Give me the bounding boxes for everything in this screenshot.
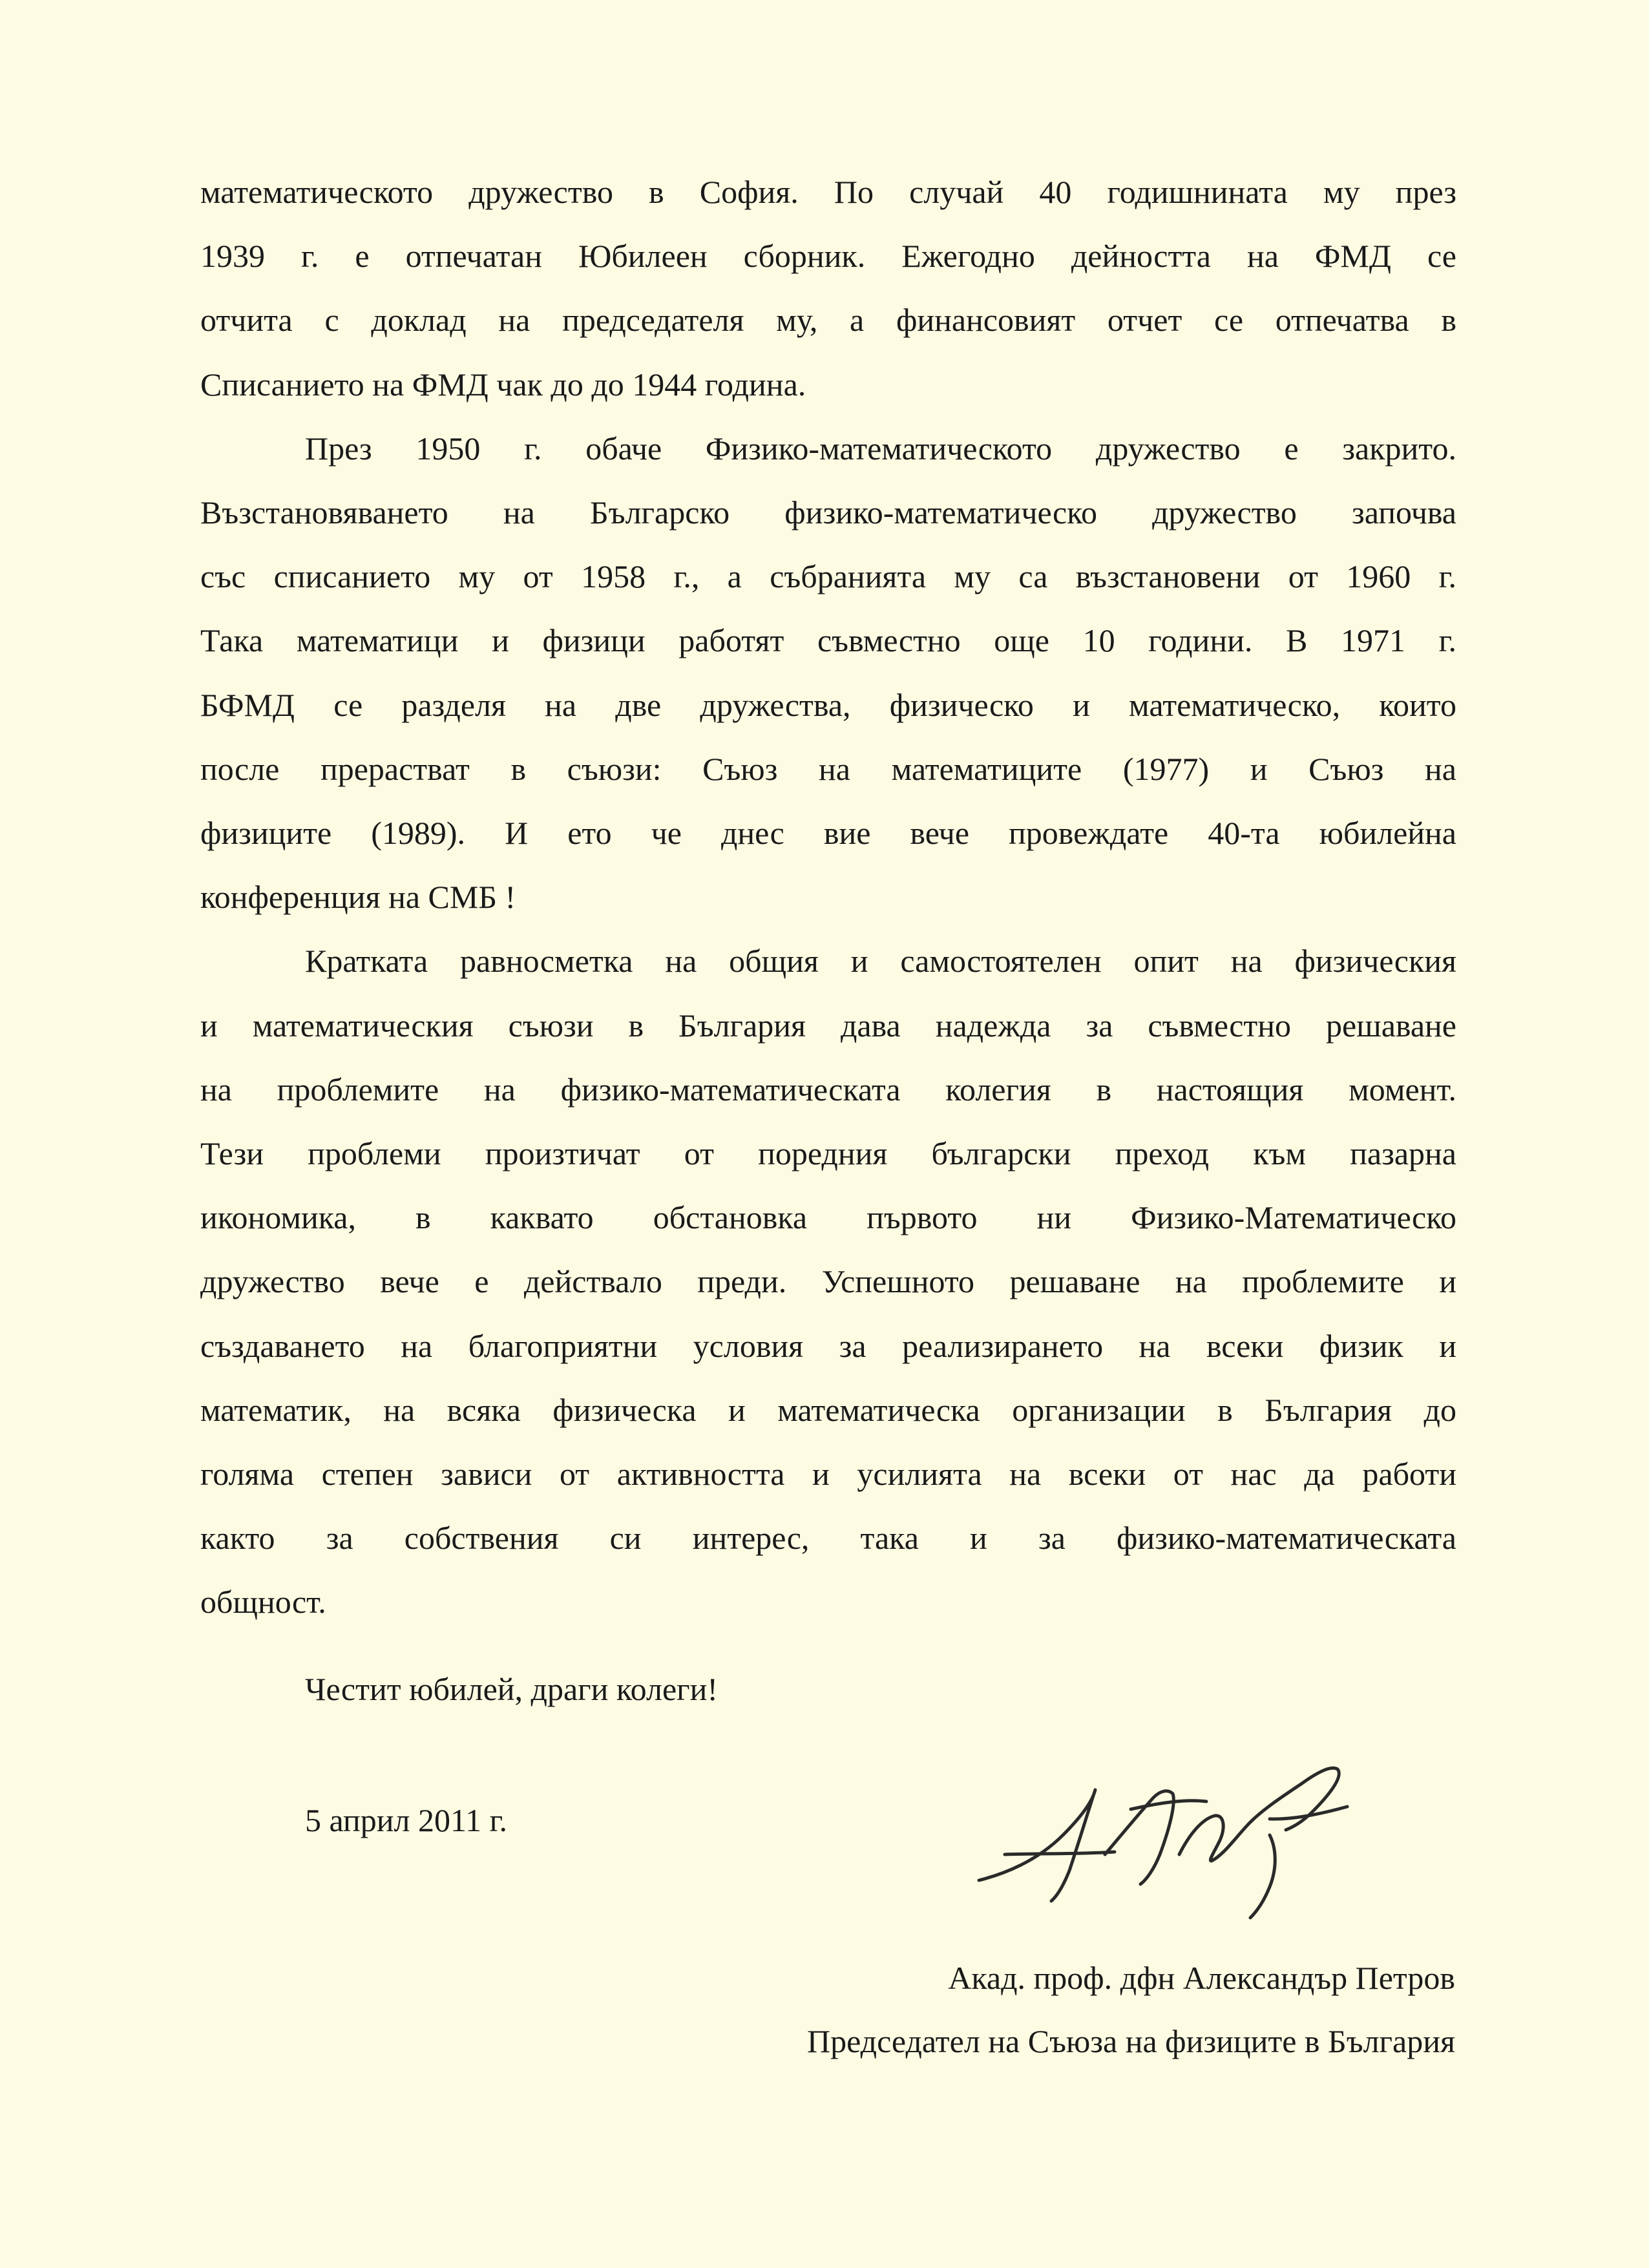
paragraph-1 bbox=[200, 160, 1456, 417]
letter-date: 5 април 2011 г. bbox=[305, 1802, 508, 1838]
paragraph-2 bbox=[200, 417, 1456, 930]
text-line: физиците (1989). И ето че днес вие вече провеждате 40-та юбилейна bbox=[200, 815, 1456, 852]
text-line: Тези проблеми произтичат от поредния български преход към пазарна bbox=[200, 1135, 1456, 1172]
author-title: Председател на Съюза на физиците в България bbox=[807, 2023, 1455, 2059]
text-line: математик, на всяка физическа и математическа организации в България до bbox=[200, 1391, 1456, 1428]
handwritten-signature bbox=[966, 1758, 1405, 1926]
text-line: създаването на благоприятни условия за реализирането на всеки физик и bbox=[200, 1327, 1456, 1364]
text-line: 1939 г. е отпечатан Юбилеен сборник. Ежегодно дейността на ФМД се bbox=[200, 238, 1456, 275]
paragraph-3 bbox=[200, 929, 1456, 1634]
text-line: голяма степен зависи от активността и усилията на всеки от нас да работи bbox=[200, 1456, 1456, 1493]
text-line: икономика, в каквато обстановка първото ни Физико-Математическо bbox=[200, 1199, 1456, 1236]
text-line: дружество вече е действало преди. Успешното решаване на проблемите и bbox=[200, 1263, 1456, 1300]
text-line: после прерастват в съюзи: Съюз на математиците (1977) и Съюз на bbox=[200, 750, 1456, 787]
text-line: Кратката равносметка на общия и самостоятелен опит на физическия bbox=[305, 943, 1456, 980]
text-line: БФМД се разделя на две дружества, физическо и математическо, които bbox=[200, 686, 1456, 723]
author-name: Акад. проф. дфн Александър Петров bbox=[948, 1960, 1455, 1996]
text-line: Списанието на ФМД чак до до 1944 година. bbox=[200, 366, 806, 403]
greeting: Честит юбилей, драги колеги! bbox=[305, 1671, 719, 1707]
text-line: на проблемите на физико-математическата колегия в настоящия момент. bbox=[200, 1071, 1456, 1108]
text-line: Така математици и физици работят съвместно още 10 години. В 1971 г. bbox=[200, 622, 1456, 659]
letter-body bbox=[200, 160, 1456, 1635]
text-line: отчита с доклад на председателя му, а финансовият отчет се отпечатва в bbox=[200, 302, 1456, 339]
text-line: математическото дружество в София. По случай 40 годишнината му през bbox=[200, 174, 1456, 210]
text-line: Възстановяването на Българско физико-математическо дружество започва bbox=[200, 494, 1456, 531]
text-line: и математическия съюзи в България дава надежда за съвместно решаване bbox=[200, 1007, 1456, 1044]
text-line: конференция на СМБ ! bbox=[200, 879, 516, 916]
text-line: със списанието му от 1958 г., а събранията му са възстановени от 1960 г. bbox=[200, 558, 1456, 595]
text-line: както за собствения си интерес, така и за физико-математическата bbox=[200, 1520, 1456, 1557]
text-line: общност. bbox=[200, 1584, 326, 1621]
text-line: През 1950 г. обаче Физико-математическото дружество е закрито. bbox=[305, 430, 1456, 467]
